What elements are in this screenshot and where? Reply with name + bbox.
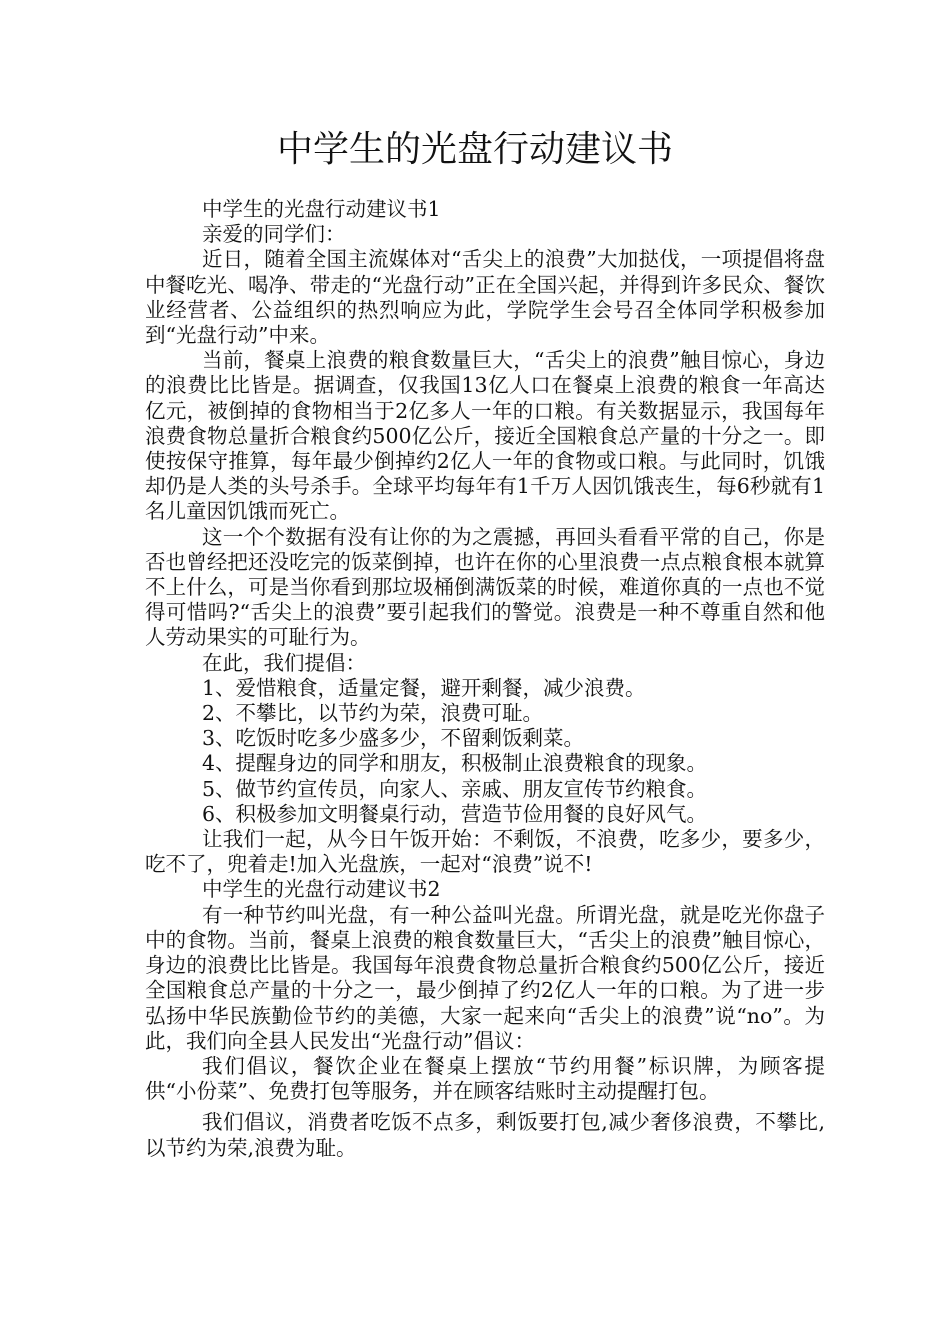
paragraph-call-to-action: 让我们一起，从今日午饭开始：不剩饭，不浪费，吃多少，要多少，吃不了，兜着走!加入光盘族，一起对“浪费”说不! [145, 827, 825, 877]
paragraph-definition: 有一种节约叫光盘，有一种公益叫光盘。所谓光盘，就是吃光你盘子中的食物。当前，餐桌上浪费的粮食数量巨大，“舌尖上的浪费”触目惊心，身边的浪费比比皆是。我国每年浪费食物总量折合粮食约500亿公斤，接近全国粮食总产量的十分之一，最少倒掉了约2亿人一年的口粮。为了进一步弘扬中华民族勤俭节约的美德，大家一起来向“舌尖上的浪费”说“no”。为此，我们向全县人民发出“光盘行动”倡议： [145, 902, 825, 1053]
proposal-item-4: 4、提醒身边的同学和朋友，积极制止浪费粮食的现象。 [202, 751, 708, 776]
proposal-item-2: 2、不攀比，以节约为荣，浪费可耻。 [202, 701, 544, 726]
paragraph-intro: 近日，随着全国主流媒体对“舌尖上的浪费”大加挞伐，一项提倡将盘中餐吃光、喝净、带走的“光盘行动”正在全国兴起，并得到许多民众、餐饮业经营者、公益组织的热烈响应为此，学院学生会号召全体同学积极参加到“光盘行动”中来。 [145, 247, 825, 348]
paragraph-statistics: 当前，餐桌上浪费的粮食数量巨大，“舌尖上的浪费”触目惊心，身边的浪费比比皆是。据调查，仅我国13亿人口在餐桌上浪费的粮食一年高达亿元，被倒掉的食物相当于2亿多人一年的口粮。有关数据显示，我国每年浪费食物总量折合粮食约500亿公斤，接近全国粮食总产量的十分之一。即使按保守推算，每年最少倒掉约2亿人一年的食物或口粮。与此同时，饥饿却仍是人类的头号杀手。全球平均每年有1千万人因饥饿丧生，每6秒就有1名儿童因饥饿而死亡。 [145, 348, 825, 524]
proposal-item-1: 1、爱惜粮食，适量定餐，避开剩餐，减少浪费。 [202, 675, 646, 700]
document-title: 中学生的光盘行动建议书 [276, 129, 673, 170]
paragraph-initiative-restaurants: 我们倡议，餐饮企业在餐桌上摆放“节约用餐”标识牌，为顾客提供“小份菜”、免费打包等服务，并在顾客结账时主动提醒打包。 [145, 1053, 825, 1104]
salutation: 亲爱的同学们： [202, 222, 346, 247]
section-heading-2: 中学生的光盘行动建议书2 [202, 877, 441, 902]
proposal-item-5: 5、做节约宣传员，向家人、亲戚、朋友宣传节约粮食。 [202, 776, 708, 801]
paragraph-reflection: 这一个个数据有没有让你的为之震撼，再回头看看平常的自己，你是否也曾经把还没吃完的饭菜倒掉，也许在你的心里浪费一点点粮食根本就算不上什么，可是当你看到那垃圾桶倒满饭菜的时候，难道你真的一点也不觉得可惜吗?“舌尖上的浪费”要引起我们的警觉。浪费是一种不尊重自然和他人劳动果实的可耻行为。 [145, 524, 825, 650]
section-heading-1: 中学生的光盘行动建议书1 [202, 197, 441, 221]
document-body [145, 197, 825, 1161]
proposal-item-3: 3、吃饭时吃多少盛多少，不留剩饭剩菜。 [202, 726, 585, 751]
paragraph-initiative-consumers: 我们倡议，消费者吃饭不点多，剩饭要打包,减少奢侈浪费，不攀比,以节约为荣,浪费为耻。 [145, 1110, 825, 1160]
proposal-item-6: 6、积极参加文明餐桌行动，营造节俭用餐的良好风气。 [202, 801, 708, 826]
proposal-intro: 在此，我们提倡： [202, 650, 366, 675]
